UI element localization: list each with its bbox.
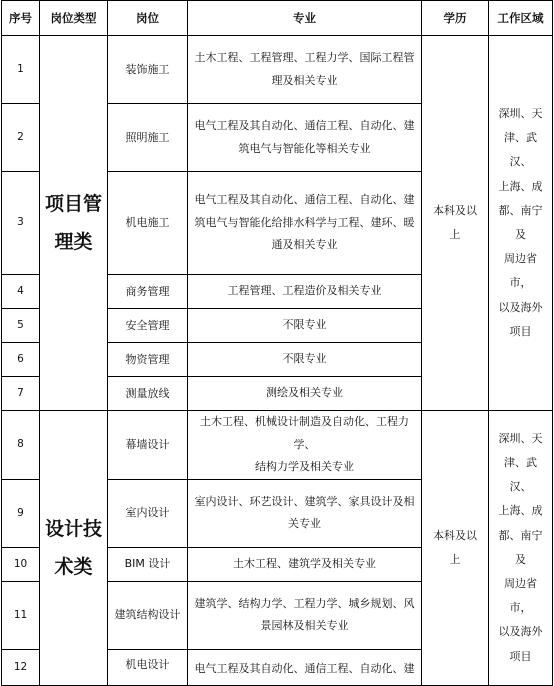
education-line: 上 [449,552,461,566]
region-line: 周边省市， [504,577,537,615]
major-cell [188,36,422,104]
category-line: 术类 [54,555,93,578]
position-cell: 幕墙设计 [108,411,188,480]
row-index: 8 [2,411,40,480]
region-line: 上海、成 [498,504,543,518]
major-cell [188,581,422,649]
row-index: 3 [2,172,40,275]
region-line: 上海、成 [498,179,543,193]
position-cell: 机电施工 [108,172,188,275]
major-line: 筑电气与智能化等相关专业 [238,141,371,155]
major-cell [188,275,422,309]
major-line: 电气工程及其自动化、通信工程、自动化、建 [194,118,415,132]
region-line: 津、武汉、 [504,456,537,494]
major-line: 理及相关专业 [271,73,338,87]
position-cell: 测量放线 [108,377,188,411]
row-index: 6 [2,343,40,377]
row-index: 4 [2,275,40,309]
major-line: 结构力学及相关专业 [255,460,354,474]
region-line: 周边省市， [504,252,537,290]
header-education: 学历 [422,1,489,36]
major-cell [188,104,422,172]
major-cell [188,547,422,581]
table-row [2,36,553,104]
major-line: 不限专业 [282,352,327,366]
region-line: 都、南宁及 [498,203,543,241]
header-region: 工作区域 [489,1,553,36]
major-line: 室内设计、环艺设计、建筑学、家具设计及相 [194,494,415,508]
major-line: 测绘及相关专业 [266,386,343,400]
position-cell: 建筑结构设计 [108,581,188,649]
major-line: 工程管理、工程造价及相关专业 [227,284,382,298]
education-line: 本科及以 [433,528,477,542]
category-line: 项目管 [44,193,102,215]
education-cell [422,411,489,686]
major-cell [188,343,422,377]
major-line: 电气工程及其自动化、通信工程、自动化、建 [194,661,415,675]
position-cell: 装饰施工 [108,36,188,104]
region-line: 津、武汉、 [504,131,537,169]
major-line: 土木工程、工程管理、工程力学、国际工程管 [194,50,415,64]
position-cell: 照明施工 [108,104,188,172]
major-line: 关专业 [288,517,321,531]
major-cell [188,649,422,685]
category-line: 理类 [54,231,93,253]
row-index: 2 [2,104,40,172]
header-index: 序号 [2,1,40,36]
position-cell: 商务管理 [108,275,188,309]
major-cell [188,309,422,343]
region-line: 深圳、天 [498,107,543,121]
major-line: 不限专业 [282,318,327,332]
major-cell [188,411,422,480]
major-cell [188,172,422,275]
major-cell [188,377,422,411]
major-line: 建筑学、结构力学、工程力学、城乡规划、风 [194,596,415,610]
position-cell: 机电设计 [108,649,188,685]
row-index: 12 [2,649,40,685]
education-line: 上 [449,228,461,241]
major-line: 景园林及相关专业 [260,619,349,633]
header-category: 岗位类型 [40,1,108,36]
major-cell [188,479,422,547]
region-line: 项目 [509,324,532,338]
major-line: 通及相关专业 [271,238,338,252]
row-index: 10 [2,547,40,581]
education-cell [422,36,489,411]
region-line: 深圳、天 [498,431,543,445]
header-position: 岗位 [108,1,188,36]
region-line: 以及海外 [498,300,543,314]
row-index: 9 [2,479,40,547]
major-line: 电气工程及其自动化、通信工程、自动化、建 [194,193,415,207]
major-line: 土木工程、机械设计制造及自动化、工程力学、 [200,415,409,451]
position-cell: 室内设计 [108,479,188,547]
major-line: 筑电气与智能化给排水科学与工程、建环、暖 [194,215,415,229]
row-index: 1 [2,36,40,104]
region-line: 以及海外 [498,625,543,639]
region-cell [489,411,553,686]
header-major: 专业 [188,1,422,36]
row-index: 11 [2,581,40,649]
row-index: 5 [2,309,40,343]
region-cell [489,36,553,411]
category-cell [40,36,108,411]
position-cell: BIM 设计 [108,547,188,581]
region-line: 项目 [509,649,532,663]
major-line: 土木工程、建筑学及相关专业 [233,556,376,570]
category-cell [40,411,108,686]
recruitment-table [1,0,553,686]
position-cell: 安全管理 [108,309,188,343]
position-cell: 物资管理 [108,343,188,377]
region-line: 都、南宁及 [498,528,543,566]
education-line: 本科及以 [433,203,477,217]
table-row [2,411,553,480]
header-row [2,1,553,36]
row-index: 7 [2,377,40,411]
category-line: 设计技 [44,517,102,540]
